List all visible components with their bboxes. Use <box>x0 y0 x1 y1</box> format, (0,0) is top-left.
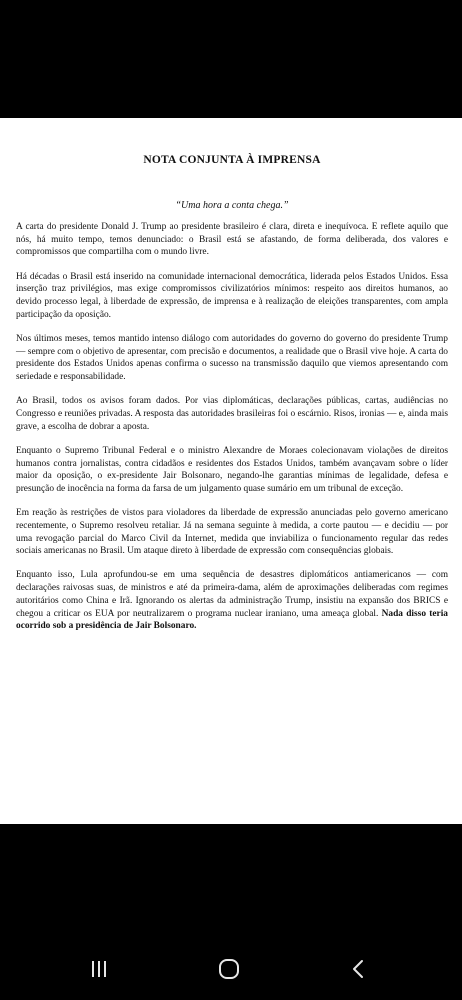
paragraph-6: Em reação às restrições de vistos para violadores da liberdade de expressão anunciadas pelo governo americano recentemente, o Supremo resolveu retaliar. Já na semana seguinte à medida, a corte pautou — e decidiu — por uma revogação parcial do Marco Civil da Internet, medida que inviabiliza o funcionamento regular das redes sociais americanas no Brasil. Um ataque direto à liberdade de expressão com consequências globais. <box>16 508 448 557</box>
paragraph-3: Nos últimos meses, temos mantido intenso diálogo com autoridades do governo do governo do presidente Trump — sempre com o objetivo de apresentar, com precisão e documentos, a realidade que o Brasil vive hoje. A carta do presidente dos Estados Unidos apenas confirma o sucesso na transmissão daquilo que viemos apresentando com seriedade e responsabilidade. <box>16 333 448 383</box>
top-black-bar <box>0 0 462 118</box>
paragraph-2: Há décadas o Brasil está inserido na comunidade internacional democrática, liderada pelos Estados Unidos. Essa inserção traz privilégios, mas exige compromissos civilizatórios mínimos: respeito aos direitos humanos, ao devido processo legal, à liberdade de expressão, de imprensa e à realização de eleições transparentes, com ampla participação da oposição. <box>16 271 448 320</box>
navigation-bar <box>0 944 462 994</box>
paragraph-7 <box>16 569 448 633</box>
document-quote: “Uma hora a conta chega.” <box>175 200 289 211</box>
back-icon <box>348 958 370 980</box>
home-button[interactable] <box>207 954 251 984</box>
paragraph-1: A carta do presidente Donald J. Trump ao presidente brasileiro é clara, direta e inequívoca. E reflete aquilo que nós, há muito tempo, temos denunciado: o Brasil está se afastando, de forma deliberada, dos valores e compromissos que compartilha com o mundo livre. <box>16 222 448 258</box>
home-icon <box>217 957 241 981</box>
recent-apps-button[interactable] <box>77 954 121 984</box>
document-title: NOTA CONJUNTA À IMPRENSA <box>143 154 321 166</box>
paragraph-7-bold-conclusion: Nada disso teria ocorrido sob a presidência de Jair Bolsonaro. <box>16 608 448 632</box>
paragraph-5: Enquanto o Supremo Tribunal Federal e o ministro Alexandre de Moraes colecionavam violações de direitos humanos contra jornalistas, contra cidadãos e residentes dos Estados Unidos, também avançavam sobre o líder maior da oposição, o ex-presidente Jair Bolsonaro, negando-lhe garantias mínimas de legalidade, defesa e presunção de inocência na forma da farsa de um julgamento quase sumário em um tribunal de exceção. <box>16 445 448 494</box>
back-button[interactable] <box>337 954 381 984</box>
paragraph-4: Ao Brasil, todos os avisos foram dados. Por vias diplomáticas, declarações públicas, cartas, audiências no Congresso e reuniões privadas. A resposta das autoridades brasileiras foi o escárnio. Risos, ironias — e, ainda mais grave, a escolha de dobrar a aposta. <box>16 396 448 432</box>
recent-apps-icon <box>88 958 110 980</box>
document-page <box>0 118 462 824</box>
paragraph-7-text: Enquanto isso, Lula aprofundou-se em uma sequência de desastres diplomáticos antiamericanos — com declarações raivosas suas, de ministros e até da primeira-dama, além de aproximações deliberadas com regimes autoritários como China e Irã. Ignorando os alertas da administração Trump, insistiu na expansão dos BRICS e chegou a criticar os EUA por neutralizarem o programa nuclear iraniano, uma ameaça global. <box>16 570 448 619</box>
